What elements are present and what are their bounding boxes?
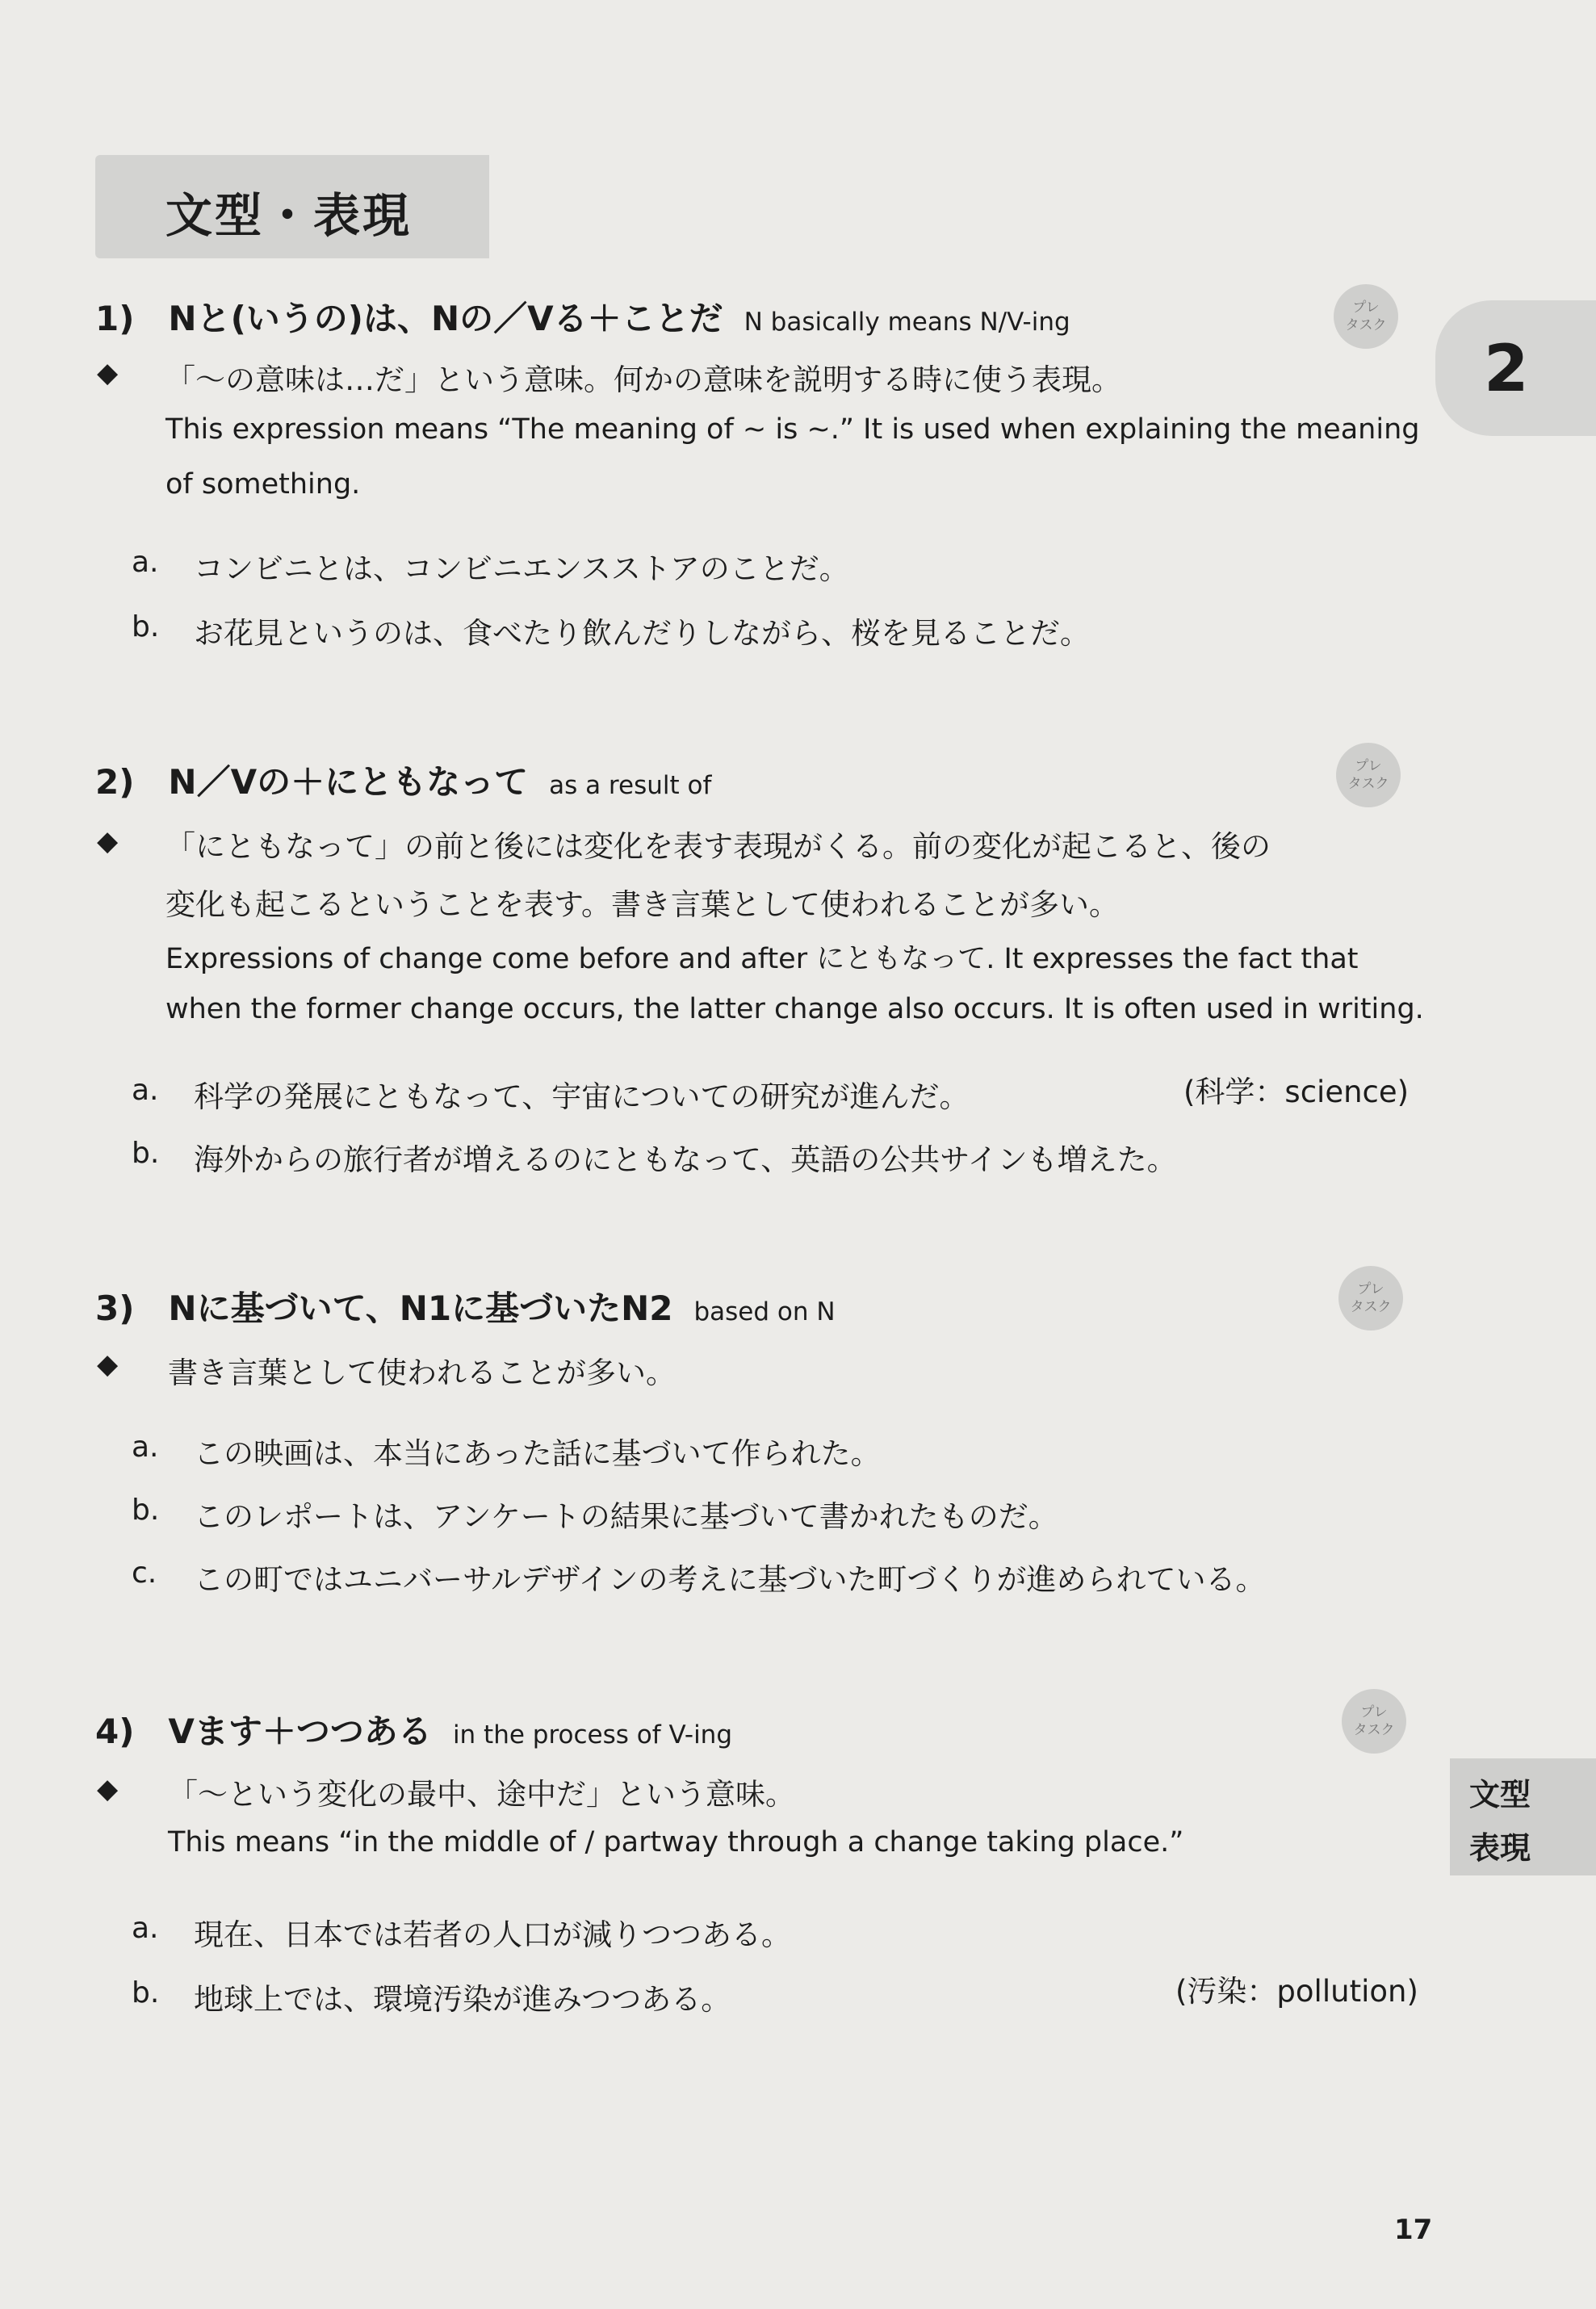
item-3-example-b: このレポートは、アンケートの結果に基づいて書かれたものだ。 bbox=[194, 1499, 1058, 1534]
item-2-jp-line-2: 変化も起こるということを表す。書き言葉として使われることが多い。 bbox=[165, 887, 1120, 922]
bullet-diamond-icon: ◆ bbox=[97, 825, 119, 857]
item-2-en-line-1: Expressions of change come before and after にともなって. It expresses the fact that bbox=[165, 943, 1359, 975]
badge-line-1: プレ bbox=[1357, 1281, 1384, 1297]
item-4-en-line-1: This means “in the middle of / partway through a change taking place.” bbox=[168, 1826, 1184, 1859]
item-4-heading-jp: 4) Vます＋つつある bbox=[95, 1712, 432, 1751]
item-1-example-a-label: a. bbox=[132, 546, 159, 579]
item-1-en-line-1: This expression means “The meaning of ~ is ~.” It is used when explaining the meaning bbox=[165, 413, 1420, 446]
bullet-diamond-icon: ◆ bbox=[97, 357, 119, 389]
item-4-heading bbox=[95, 1705, 732, 1754]
section-title: 文型・表現 bbox=[165, 188, 413, 243]
item-2-jp-line-1: 「にともなって」の前と後には変化を表す表現がくる。前の変化が起こると、後の bbox=[165, 829, 1271, 864]
badge-line-2: タスク bbox=[1353, 1722, 1395, 1738]
item-2-heading-jp: 2) N／Vの＋にともなって bbox=[95, 762, 529, 802]
badge-line-2: タスク bbox=[1345, 317, 1387, 333]
item-4-example-b: 地球上では、環境汚染が進みつつある。 bbox=[194, 1982, 731, 2017]
item-3-example-b-label: b. bbox=[132, 1494, 160, 1527]
item-2-example-a-label: a. bbox=[132, 1074, 159, 1107]
side-tab-line-2: 表現 bbox=[1469, 1830, 1531, 1866]
item-3-heading-jp: 3) Nに基づいて、N1に基づいたN2 bbox=[95, 1289, 673, 1328]
badge-line-1: プレ bbox=[1360, 1704, 1388, 1720]
item-2-heading-en: as a result of bbox=[549, 771, 712, 800]
item-2-example-a: 科学の発展にともなって、宇宙についての研究が進んだ。 bbox=[194, 1079, 970, 1114]
badge-line-1: プレ bbox=[1355, 758, 1382, 774]
item-3-example-c-label: c. bbox=[132, 1557, 157, 1590]
badge-line-1: プレ bbox=[1352, 300, 1380, 316]
item-2-example-b-label: b. bbox=[132, 1137, 160, 1170]
pre-task-badge bbox=[1338, 1266, 1403, 1331]
bullet-diamond-icon: ◆ bbox=[97, 1348, 119, 1381]
item-3-heading-en: based on N bbox=[693, 1297, 836, 1326]
side-tab-line-1: 文型 bbox=[1469, 1777, 1531, 1812]
item-4-jp-line-1: 「〜という変化の最中、途中だ」という意味。 bbox=[168, 1777, 795, 1812]
pre-task-badge bbox=[1342, 1689, 1406, 1754]
chapter-number: 2 bbox=[1484, 331, 1529, 406]
item-1-en-line-2: of something. bbox=[165, 468, 361, 501]
badge-line-2: タスク bbox=[1347, 776, 1389, 792]
item-1-example-b-label: b. bbox=[132, 610, 160, 643]
item-1-example-a: コンビニとは、コンビニエンスストアのことだ。 bbox=[194, 551, 849, 586]
item-1-example-b: お花見というのは、食べたり飲んだりしながら、桜を見ることだ。 bbox=[194, 616, 1090, 651]
item-4-heading-en: in the process of V-ing bbox=[452, 1720, 733, 1750]
item-3-example-a-label: a. bbox=[132, 1431, 159, 1464]
item-2-example-a-note: (科学：science) bbox=[1183, 1075, 1410, 1109]
item-3-example-a: この映画は、本当にあった話に基づいて作られた。 bbox=[194, 1436, 881, 1471]
item-3-jp-line-1: 書き言葉として使われることが多い。 bbox=[168, 1356, 676, 1390]
item-4-example-a: 現在、日本では若者の人口が減りつつある。 bbox=[194, 1917, 791, 1952]
page-number: 17 bbox=[1394, 2214, 1433, 2246]
pre-task-badge bbox=[1336, 743, 1401, 807]
item-1-jp-line-1: 「〜の意味は…だ」という意味。何かの意味を説明する時に使う表現。 bbox=[165, 362, 1121, 397]
item-4-example-b-label: b. bbox=[132, 1976, 160, 2009]
item-2-example-b: 海外からの旅行者が増えるのにともなって、英語の公共サインも増えた。 bbox=[194, 1142, 1177, 1177]
badge-line-2: タスク bbox=[1350, 1299, 1392, 1315]
item-2-heading bbox=[95, 756, 711, 804]
item-2-en-line-2: when the former change occurs, the latter change also occurs. It is often used in writing. bbox=[165, 993, 1424, 1025]
item-3-heading bbox=[95, 1282, 836, 1331]
item-1-heading bbox=[95, 292, 1070, 341]
item-1-heading-en: N basically means N/V-ing bbox=[744, 308, 1070, 337]
pre-task-badge bbox=[1334, 284, 1398, 349]
item-1-heading-jp: 1) Nと(いうの)は、Nの／Vる＋ことだ bbox=[95, 299, 723, 338]
item-4-example-a-label: a. bbox=[132, 1912, 159, 1945]
item-3-example-c: この町ではユニバーサルデザインの考えに基づいた町づくりが進められている。 bbox=[194, 1562, 1266, 1597]
item-4-example-b-note: (汚染：pollution) bbox=[1175, 1974, 1418, 2009]
bullet-diamond-icon: ◆ bbox=[97, 1773, 119, 1805]
